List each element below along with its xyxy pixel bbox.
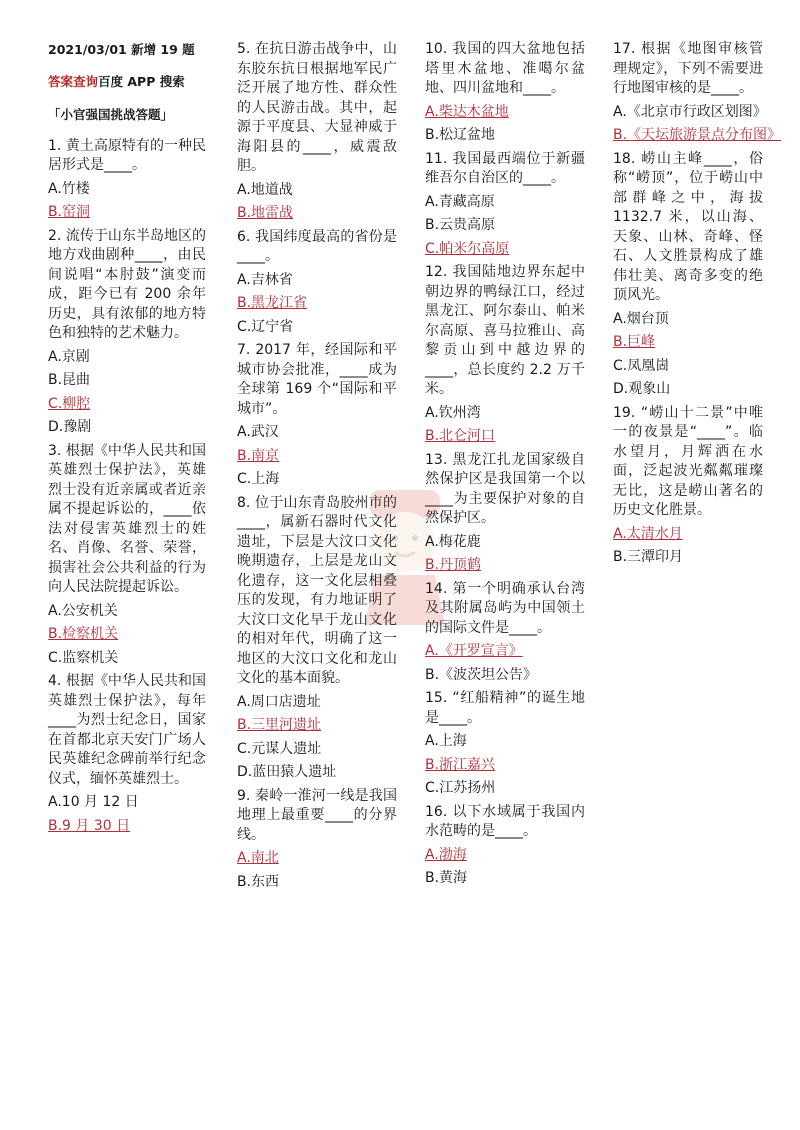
answer-option: A.太清水月	[613, 525, 683, 542]
question-block	[425, 150, 585, 260]
question-text: 2. 流传于山东半岛地区的地方戏曲剧种____，由民间说唱“本肘鼓”演变而成，距今已有 200 余年历史，具有浓郁的地方特色和独特的艺术魅力。	[48, 227, 206, 341]
option: A.京剧	[48, 348, 90, 365]
answer-option: A.柴达木盆地	[425, 103, 509, 120]
question-block	[425, 263, 585, 447]
question-block	[237, 228, 397, 338]
answer-option: A.渤海	[425, 846, 467, 863]
question-block	[425, 580, 585, 686]
question-list	[48, 137, 206, 837]
column-4	[613, 40, 782, 572]
question-block	[237, 787, 397, 893]
option: A.周口店遗址	[237, 693, 321, 710]
question-text: 5. 在抗日游击战争中，山东胶东抗日根据地军民广泛开展了地方性、群众性的人民游击战。其中，起源于平度县、大显神威于海阳县的____，威震敌胆。	[237, 41, 397, 174]
option: A.吉林省	[237, 271, 293, 288]
option: D.蓝田猿人遗址	[237, 764, 337, 780]
question-list	[613, 40, 782, 568]
question-block	[425, 803, 585, 889]
answer-option: B.北仑河口	[425, 428, 496, 444]
question-block	[613, 40, 782, 146]
answer-option: A.《开罗宣言》	[425, 643, 523, 659]
question-text: 10. 我国的四大盆地包括塔里木盆地、准噶尔盆地、四川盆地和____。	[425, 41, 585, 96]
question-text: 17. 根据《地图审核管理规定》，下列不需要进行地图审核的是____。	[613, 41, 763, 96]
question-block	[613, 404, 763, 568]
question-block	[425, 40, 585, 146]
question-text: 19. “崂山十二景”中唯一的夜景是“____”。临水望月，月辉洒在水面，泛起波光粼粼璀璨无比，这是崂山著名的历史文化胜景。	[613, 404, 763, 518]
option: D.豫剧	[48, 419, 92, 435]
option: A.地道战	[237, 181, 293, 198]
question-text: 9. 秦岭一淮河一线是我国地理上最重要____的分界线。	[237, 787, 397, 843]
answer-option: B.《天坛旅游景点分布图》	[613, 127, 782, 143]
option: A.钦州湾	[425, 404, 481, 421]
option: C.监察机关	[48, 649, 119, 666]
answer-option: B.浙江嘉兴	[425, 756, 496, 773]
question-text: 15. “红船精神”的诞生地是____。	[425, 690, 585, 726]
option: A.梅花鹿	[425, 533, 481, 550]
question-block	[48, 672, 206, 836]
question-text: 6. 我国纬度最高的省份是____。	[237, 228, 397, 264]
search-hint	[48, 72, 206, 92]
column-3	[425, 40, 585, 893]
question-block	[425, 451, 585, 576]
answer-option: B.三里河遗址	[237, 717, 322, 733]
option: C.上海	[237, 471, 280, 487]
answer-option: C.柳腔	[48, 395, 91, 412]
search-hint-rest: 百度 APP 搜索	[98, 73, 185, 89]
question-block	[425, 689, 585, 799]
option: B.松辽盆地	[425, 127, 496, 143]
question-text: 4. 根据《中华人民共和国英雄烈士保护法》，每年____为烈士纪念日，国家在首都北京天安门广场人民英雄纪念碑前举行纪念仪式，缅怀英雄烈士。	[48, 673, 206, 787]
option: B.三潭印月	[613, 549, 684, 565]
question-block	[48, 442, 206, 669]
date-line: 2021/03/01 新增 19 题	[48, 42, 195, 57]
question-text: 11. 我国最西端位于新疆维吾尔自治区的____。	[425, 150, 585, 186]
question-block	[237, 341, 397, 490]
option: A.烟台顶	[613, 310, 669, 327]
option: A.10 月 12 日	[48, 794, 139, 810]
answer-option: B.巨峰	[613, 334, 656, 350]
option: B.黄海	[425, 870, 468, 886]
question-text: 13. 黑龙江扎龙国家级自然保护区是我国第一个以____为主要保护对象的自然保护区。	[425, 451, 585, 526]
answer-option: B.地雷战	[237, 205, 294, 221]
question-text: 7. 2017 年，经国际和平城市协会批准，____成为全球第 169 个“国际和平城市”。	[237, 342, 397, 417]
option: C.江苏扬州	[425, 780, 496, 796]
option: A.青藏高原	[425, 193, 495, 210]
answer-option: B.南京	[237, 447, 280, 464]
answer-option: A.南北	[237, 850, 279, 866]
quiz-tag: 「小官强国挑战答题」	[48, 107, 174, 122]
answer-option: B.丹顶鹤	[425, 557, 482, 573]
question-text: 8. 位于山东青岛胶州市的____，属新石器时代文化遗址，下层是大汶口文化晚期遗存，上层是龙山文化遗存，这一文化层相叠压的发现，有力地证明了大汶口文化早于龙山文化的相对年代，明确了这一地区的大汶口文化和龙山文化的基本面貌。	[237, 494, 397, 686]
option: B.《波茨坦公告》	[425, 666, 538, 683]
option: A.上海	[425, 733, 467, 749]
option: C.辽宁省	[237, 318, 294, 335]
question-list	[237, 40, 397, 892]
option: A.公安机关	[48, 602, 118, 619]
option: A.竹楼	[48, 180, 90, 197]
question-list	[425, 40, 585, 889]
answer-option: B.9 月 30 日	[48, 817, 131, 834]
option: C.凤凰崮	[613, 357, 670, 374]
question-block	[237, 40, 397, 224]
column-2	[237, 40, 397, 896]
question-text: 14. 第一个明确承认台湾及其附属岛屿为中国领土的国际文件是____。	[425, 580, 585, 636]
column-1	[48, 40, 206, 840]
option: B.云贵高原	[425, 217, 496, 233]
answer-option: C.帕米尔高原	[425, 240, 510, 257]
option: A.《北京市行政区划图》	[613, 103, 767, 120]
option: A.武汉	[237, 424, 279, 440]
search-hint-red: 答案查询	[48, 73, 99, 89]
answer-option: B.黑龙江省	[237, 295, 308, 311]
answer-option: B.检察机关	[48, 626, 119, 642]
question-text: 3. 根据《中华人民共和国英雄烈士保护法》，英雄烈士没有近亲属或者近亲属不提起诉讼的，____依法对侵害英雄烈士的姓名、肖像、名誉、荣誉，损害社会公共利益的行为向人民法院提起诉讼。	[48, 442, 206, 595]
answer-option: B.窑洞	[48, 204, 91, 220]
question-block	[48, 137, 206, 223]
option: D.观象山	[613, 381, 671, 397]
question-text: 18. 崂山主峰____，俗称“崂顶”，位于崂山中部群峰之中，海拔 1132.7 米，以山海、天象、山林、奇峰、怪石、人文胜景构成了雄伟壮美、离奇多变的绝顶风光。	[613, 150, 763, 303]
question-text: 12. 我国陆地边界东起中朝边界的鸭绿江口，经过黑龙江、阿尔泰山、帕米尔高原、喜马拉雅山、高黎贡山到中越边界的____，总长度约 2.2 万千米。	[425, 264, 585, 397]
question-text: 16. 以下水域属于我国内水范畴的是____。	[425, 803, 585, 839]
question-text: 1. 黄土高原特有的一种民居形式是____。	[48, 137, 206, 173]
option: C.元谋人遗址	[237, 740, 322, 757]
option: B.昆曲	[48, 372, 91, 388]
option: B.东西	[237, 873, 280, 890]
question-block	[48, 227, 206, 438]
question-block	[237, 494, 397, 783]
question-block	[613, 150, 763, 400]
